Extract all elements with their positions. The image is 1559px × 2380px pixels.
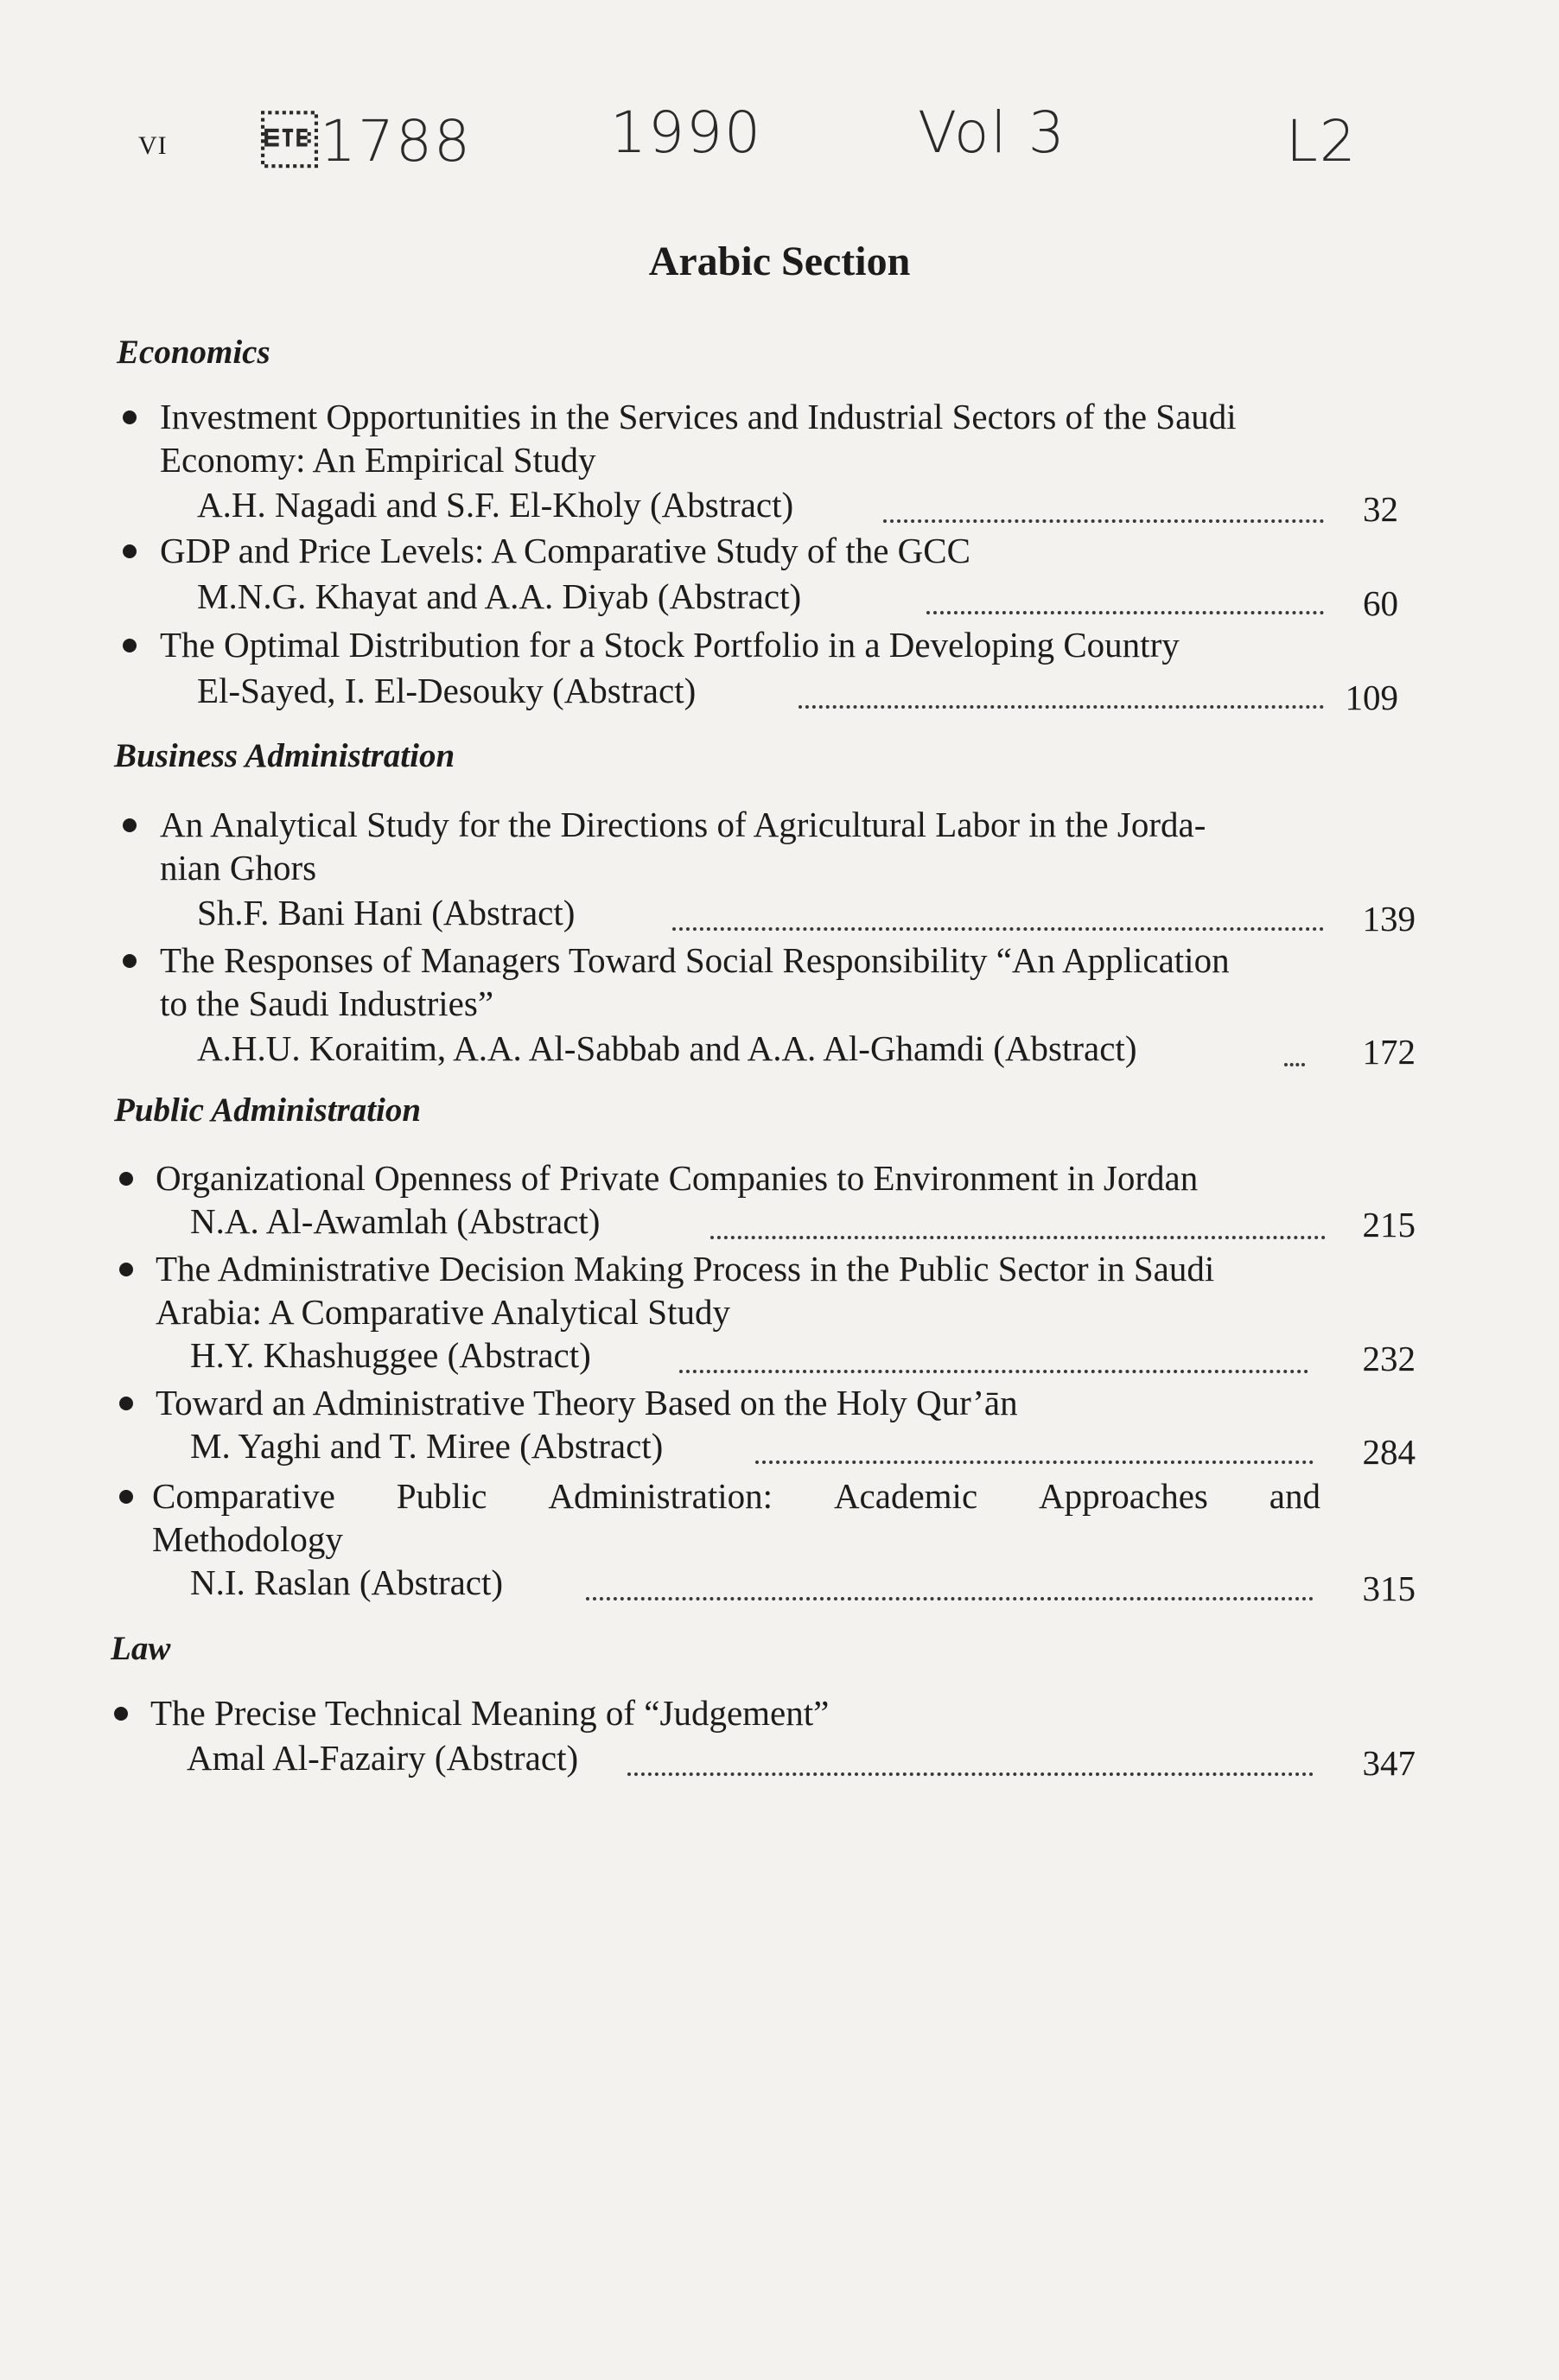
entry-page: 347 <box>1362 1743 1416 1783</box>
entry-authors: N.A. Al-Awamlah (Abstract) <box>190 1201 601 1241</box>
justified-word: and <box>1269 1476 1320 1516</box>
dot-leader <box>799 679 1324 709</box>
entry-page: 139 <box>1362 899 1416 939</box>
entry-title-line: The Precise Technical Meaning of “Judgement” <box>150 1693 830 1733</box>
entry-title-line: nian Ghors <box>160 848 317 888</box>
dot-leader <box>1284 1037 1305 1066</box>
justified-word: Academic <box>833 1476 978 1516</box>
justified-word: Approaches <box>1039 1476 1208 1516</box>
handwritten-note: Vol 3 <box>918 99 1066 166</box>
entry-title-line: to the Saudi Industries” <box>160 983 494 1023</box>
entry-page: 172 <box>1362 1032 1416 1072</box>
dot-leader <box>586 1571 1314 1600</box>
entry-title-line: Organizational Openness of Private Companies to Environment in Jordan <box>156 1158 1199 1198</box>
bullet-icon <box>123 954 137 968</box>
entry-authors: A.H.U. Koraitim, A.A. Al-Sabbab and A.A. Al-Ghamdi (Abstract) <box>197 1028 1137 1068</box>
bullet-icon <box>119 1172 133 1186</box>
dot-leader <box>883 493 1324 523</box>
entry-title-line: Economy: An Empirical Study <box>160 440 596 480</box>
entry-page: 315 <box>1362 1569 1416 1608</box>
section-heading: Economics <box>117 334 270 371</box>
entry-authors: N.I. Raslan (Abstract) <box>190 1562 504 1602</box>
entry-authors: El-Sayed, I. El-Desouky (Abstract) <box>197 671 697 710</box>
justified-word: Comparative <box>152 1476 335 1516</box>
entry-title-line: The Administrative Decision Making Process in the Public Sector in Saudi <box>156 1249 1215 1289</box>
justified-word: Public <box>396 1476 487 1516</box>
bullet-icon <box>119 1490 133 1504</box>
dot-leader <box>627 1747 1314 1776</box>
entry-authors: M. Yaghi and T. Miree (Abstract) <box>190 1426 664 1466</box>
dot-leader <box>710 1210 1326 1239</box>
entry-page: 109 <box>1345 678 1398 717</box>
entry-authors: Sh.F. Bani Hani (Abstract) <box>197 893 576 932</box>
entry-page: 60 <box>1363 583 1398 623</box>
entry-title-line-justified <box>152 1476 1320 1516</box>
entry-title-line: GDP and Price Levels: A Comparative Study of the GCC <box>160 531 970 570</box>
page-title: Arabic Section <box>648 239 911 284</box>
bullet-icon <box>114 1707 128 1721</box>
entry-title-line: The Optimal Distribution for a Stock Portfolio in a Developing Country <box>160 625 1180 665</box>
entry-authors: H.Y. Khashuggee (Abstract) <box>190 1335 591 1375</box>
bullet-icon <box>123 639 137 652</box>
entry-page: 232 <box>1362 1339 1416 1378</box>
entry-page: 32 <box>1363 489 1398 529</box>
handwritten-note: 1788 <box>261 108 472 175</box>
entry-authors: Amal Al-Fazairy (Abstract) <box>187 1738 579 1778</box>
bullet-icon <box>119 1397 133 1410</box>
entry-authors: A.H. Nagadi and S.F. El-Kholy (Abstract) <box>197 485 794 525</box>
dot-leader <box>679 1344 1308 1373</box>
justified-word: Administration: <box>548 1476 773 1516</box>
entry-title-line: Arabia: A Comparative Analytical Study <box>156 1292 730 1332</box>
entry-authors: M.N.G. Khayat and A.A. Diyab (Abstract) <box>197 576 802 616</box>
entry-title-line: Investment Opportunities in the Services and Industrial Sectors of the Saudi <box>160 397 1237 436</box>
section-heading: Public Administration <box>114 1091 422 1129</box>
entry-title-line: An Analytical Study for the Directions of Agricultural Labor in the Jorda- <box>160 805 1206 844</box>
handwritten-note: 1990 <box>610 99 762 166</box>
bullet-icon <box>123 818 137 832</box>
entry-page: 215 <box>1362 1205 1416 1244</box>
entry-page: 284 <box>1362 1432 1416 1472</box>
entry-title-line: The Responses of Managers Toward Social Responsibility “An Application <box>160 940 1230 980</box>
section-heading: Law <box>111 1630 171 1667</box>
bullet-icon <box>119 1263 133 1276</box>
dot-leader <box>755 1435 1314 1464</box>
dot-leader <box>672 901 1324 931</box>
entry-title-line: Methodology <box>152 1519 343 1559</box>
handwritten-note: L2 <box>1286 108 1358 175</box>
bullet-icon <box>123 544 137 558</box>
entry-title-line: Toward an Administrative Theory Based on the Holy Qur’ān <box>156 1383 1018 1422</box>
dot-leader <box>926 585 1324 614</box>
section-heading: Business Administration <box>114 737 455 774</box>
bullet-icon <box>123 410 137 424</box>
page-number: VI <box>138 131 168 160</box>
